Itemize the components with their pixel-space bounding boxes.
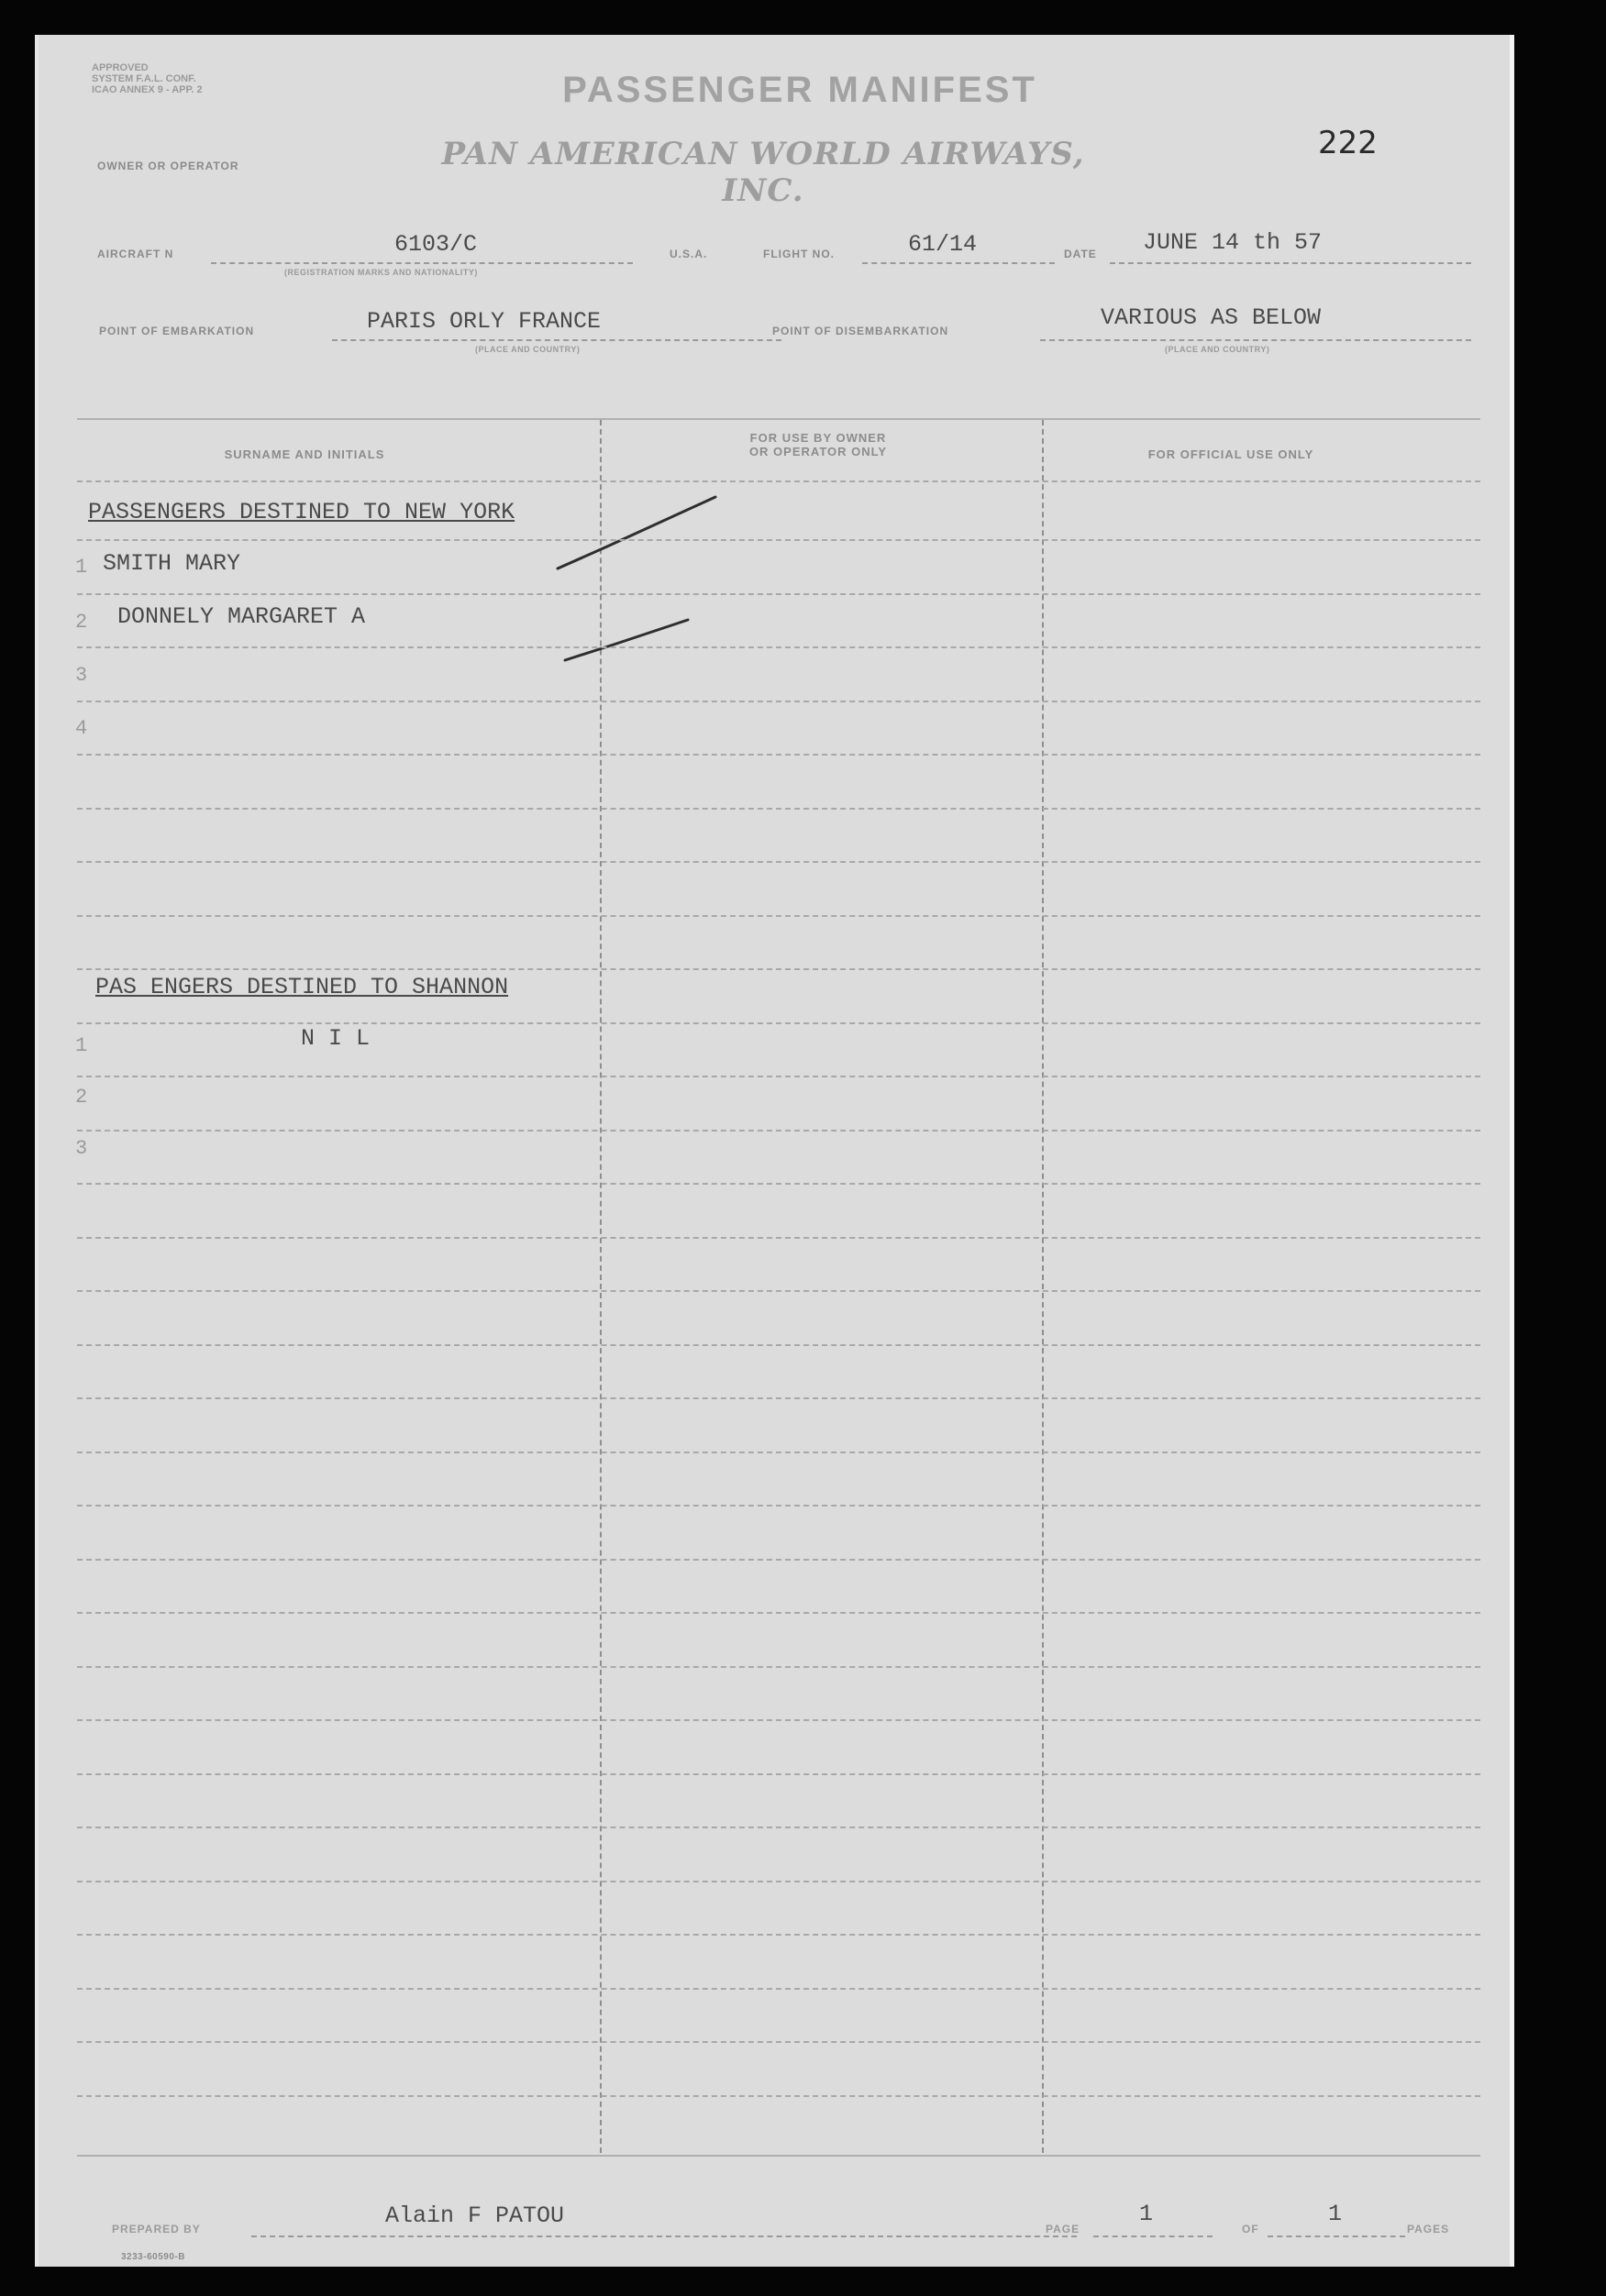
ruled-line xyxy=(77,1666,1480,1668)
ruled-line xyxy=(77,1237,1480,1239)
section-heading: PASSENGERS DESTINED TO NEW YORK xyxy=(88,499,515,525)
ruled-line xyxy=(77,1505,1480,1507)
approval-line: ICAO ANNEX 9 - APP. 2 xyxy=(92,84,203,95)
ruled-line xyxy=(77,1934,1480,1936)
embarkation-caption: (PLACE AND COUNTRY) xyxy=(475,345,581,354)
row-number: 4 xyxy=(75,717,88,740)
ruled-line xyxy=(77,593,1480,595)
column-official-header: FOR OFFICIAL USE ONLY xyxy=(1147,447,1314,461)
embarkation-label: POINT OF EMBARKATION xyxy=(99,325,255,337)
reference-number: 222 xyxy=(1318,125,1378,161)
row-number: 2 xyxy=(75,1086,88,1109)
form-title: PASSENGER MANIFEST xyxy=(562,70,1037,110)
column-owner-line: FOR USE BY OWNER xyxy=(749,431,887,445)
ruled-line xyxy=(77,1773,1480,1775)
flight-value: 61/14 xyxy=(908,231,978,258)
ruled-line xyxy=(77,1022,1480,1024)
table-top-rule xyxy=(77,418,1480,420)
ruled-line xyxy=(77,1344,1480,1346)
of-value: 1 xyxy=(1328,2201,1343,2227)
prepared-by-field xyxy=(251,2199,1077,2237)
page-value: 1 xyxy=(1139,2201,1154,2227)
prepared-by-label: PREPARED BY xyxy=(112,2223,201,2235)
column-owner-header xyxy=(671,431,965,458)
aircraft-label: AIRCRAFT N xyxy=(97,248,174,260)
ruled-line xyxy=(77,1827,1480,1828)
passenger-name: DONNELY MARGARET A xyxy=(117,603,366,630)
form-code: 3233-60590-B xyxy=(121,2252,185,2262)
row-number: 1 xyxy=(75,556,88,579)
column-name-header: SURNAME AND INITIALS xyxy=(224,447,385,461)
ruled-line xyxy=(77,1130,1480,1131)
column-divider xyxy=(1042,420,1044,2153)
column-owner-line: OR OPERATOR ONLY xyxy=(748,445,888,458)
ruled-line xyxy=(77,646,1480,648)
page-field xyxy=(1093,2199,1213,2237)
ruled-line xyxy=(77,1076,1480,1077)
row-number: 3 xyxy=(75,1137,88,1160)
column-divider xyxy=(600,420,602,2153)
disembarkation-value: VARIOUS AS BELOW xyxy=(1101,304,1322,331)
ruled-line xyxy=(77,968,1480,970)
ruled-line xyxy=(77,1290,1480,1292)
ruled-line xyxy=(77,701,1480,702)
ruled-line xyxy=(77,915,1480,917)
flight-field xyxy=(862,229,1055,264)
of-label: OF xyxy=(1242,2223,1259,2235)
row-number: 2 xyxy=(75,611,88,634)
disembarkation-caption: (PLACE AND COUNTRY) xyxy=(1165,345,1270,354)
ruled-line xyxy=(77,861,1480,863)
passenger-name: SMITH MARY xyxy=(103,550,241,577)
approval-line: APPROVED xyxy=(92,62,149,73)
row-number: 1 xyxy=(75,1034,88,1057)
prepared-by-value: Alain F PATOU xyxy=(385,2202,565,2229)
ruled-line xyxy=(77,754,1480,756)
ruled-line xyxy=(77,1397,1480,1399)
pages-label: PAGES xyxy=(1407,2223,1450,2235)
ruled-line xyxy=(77,1612,1480,1614)
aircraft-value: 6103/C xyxy=(394,231,478,258)
date-field xyxy=(1110,229,1471,264)
page-label: PAGE xyxy=(1046,2223,1080,2235)
aircraft-field xyxy=(211,229,633,264)
header-separator xyxy=(77,480,1480,482)
disembarkation-label: POINT OF DISEMBARKATION xyxy=(772,325,949,337)
airline-name: PAN AMERICAN WORLD AIRWAYS, INC. xyxy=(441,136,1085,209)
ruled-line xyxy=(77,1988,1480,1990)
flight-label: FLIGHT NO. xyxy=(763,248,835,260)
section-heading: PAS ENGERS DESTINED TO SHANNON xyxy=(95,974,509,1000)
disembarkation-field xyxy=(1040,306,1471,341)
ruled-line xyxy=(77,1183,1480,1185)
embarkation-field xyxy=(332,306,781,341)
embarkation-value: PARIS ORLY FRANCE xyxy=(367,308,602,335)
date-value: JUNE 14 th 57 xyxy=(1143,229,1323,256)
approval-line: SYSTEM F.A.L. CONF. xyxy=(92,73,196,84)
owner-label: OWNER OR OPERATOR xyxy=(97,160,239,172)
ruled-line xyxy=(77,539,1480,541)
date-label: DATE xyxy=(1064,248,1097,260)
aircraft-caption: (REGISTRATION MARKS AND NATIONALITY) xyxy=(284,268,478,277)
ruled-line xyxy=(77,1881,1480,1882)
ruled-line xyxy=(77,808,1480,810)
ruled-line xyxy=(77,2095,1480,2097)
country-label: U.S.A. xyxy=(670,248,708,260)
of-field xyxy=(1268,2199,1405,2237)
ruled-line xyxy=(77,1452,1480,1453)
ruled-line xyxy=(77,2041,1480,2043)
approval-stamp xyxy=(92,62,257,95)
passenger-name: N I L xyxy=(301,1025,371,1052)
manifest-sheet xyxy=(35,35,1514,2267)
table-bottom-rule xyxy=(77,2155,1480,2157)
check-mark-icon xyxy=(552,493,772,677)
ruled-line xyxy=(77,1559,1480,1561)
ruled-line xyxy=(77,1719,1480,1721)
row-number: 3 xyxy=(75,664,88,687)
